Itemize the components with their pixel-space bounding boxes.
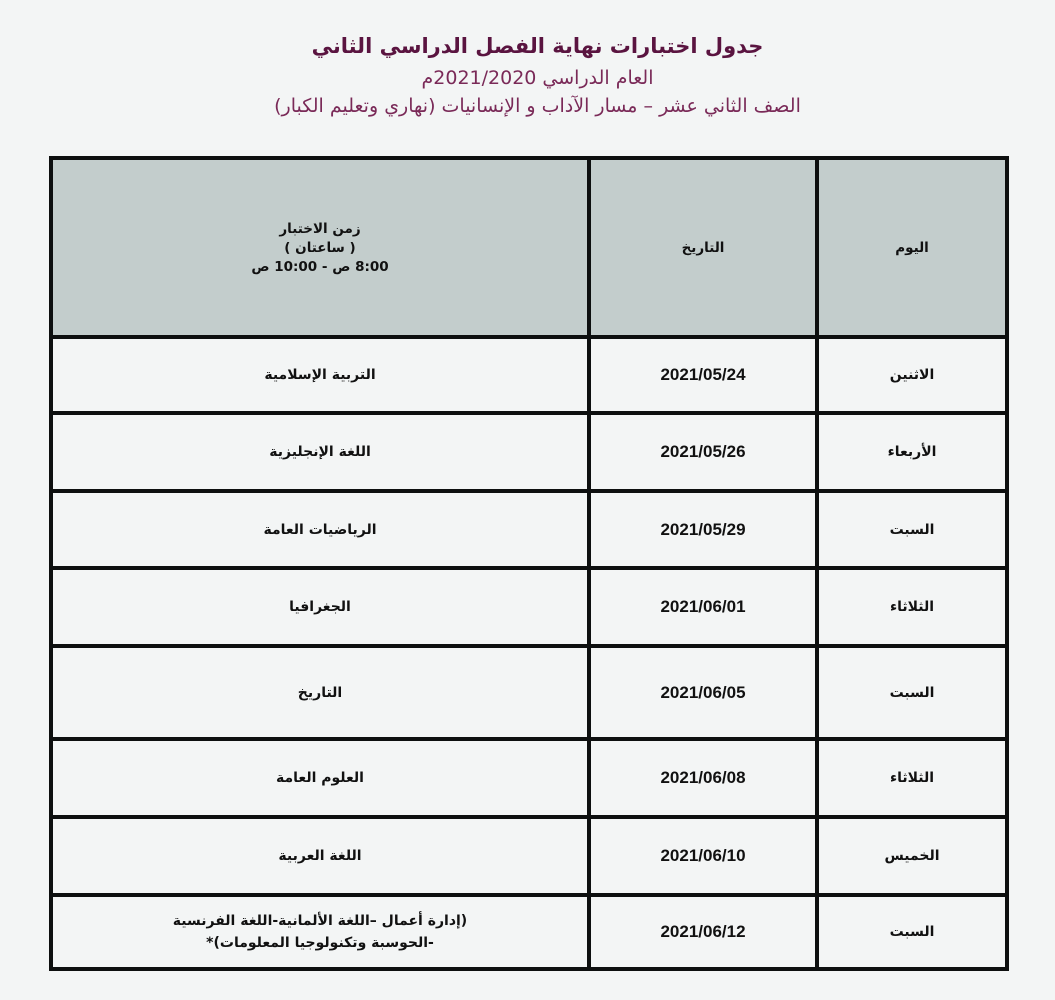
day-cell: الأربعاء [887,444,937,460]
subject-cell [53,819,587,893]
subject-name: العلوم العامة [276,770,364,786]
academic-year: العام الدراسي 2021/2020م [421,67,654,89]
subject-name: التربية الإسلامية [264,367,376,383]
exam-time-title: زمن الاختبار [279,220,361,237]
header-day: اليوم [895,239,929,256]
exam-time-range: 8:00 ص - 10:00 ص [251,258,389,275]
row-divider [49,893,1009,897]
column-divider [815,156,819,971]
column-divider [49,156,53,971]
day-cell: الثلاثاء [889,770,935,786]
subject-name: الجغرافيا [289,599,351,615]
row-divider [49,644,1009,648]
row-divider [49,566,1009,570]
header-date: التاريخ [681,239,725,256]
subject-cell [53,339,587,411]
date-cell: 2021/06/01 [660,597,746,616]
row-divider [49,489,1009,493]
date-cell: 2021/05/24 [660,365,746,384]
row-divider [49,335,1009,339]
day-cell: السبت [889,521,935,538]
header-exam-time [53,160,587,336]
column-divider [587,156,591,971]
subject-name: الرياضيات العامة [263,521,377,538]
day-cell: الاثنين [889,367,935,383]
subject-name: اللغة الإنجليزية [269,444,371,460]
subject-name: (إدارة أعمال –اللغة الألمانية-اللغة الفرنسية [172,913,468,929]
day-cell: الخميس [884,848,940,864]
date-cell: 2021/06/12 [660,922,746,941]
subject-name-line2: -الحوسبة وتكنولوجيا المعلومات)* [206,935,434,951]
subject-name: اللغة العربية [278,848,362,864]
date-cell: 2021/06/10 [660,846,746,865]
day-cell: السبت [889,684,935,701]
date-cell: 2021/06/08 [660,768,746,787]
subject-cell [53,415,587,489]
subject-cell [53,741,587,815]
column-divider [1005,156,1009,971]
row-divider [49,737,1009,741]
date-cell: 2021/05/26 [660,442,746,461]
subject-cell [53,897,587,967]
row-divider [49,967,1009,971]
row-divider [49,156,1009,160]
date-cell: 2021/06/05 [660,682,746,702]
grade-track: الصف الثاني عشر – مسار الآداب و الإنسانيات (نهاري وتعليم الكبار) [274,95,801,117]
exam-time-duration: ( ساعتان ) [284,239,356,256]
exam-schedule-table [49,156,1009,971]
schedule-title: جدول اختبارات نهاية الفصل الدراسي الثاني [311,34,764,58]
subject-cell [53,493,587,566]
subject-cell [53,570,587,644]
day-cell: الثلاثاء [889,599,935,615]
row-divider [49,815,1009,819]
subject-name: التاريخ [297,684,343,701]
date-cell: 2021/05/29 [660,519,746,539]
day-cell: السبت [889,924,935,940]
subject-cell [53,648,587,737]
row-divider [49,411,1009,415]
